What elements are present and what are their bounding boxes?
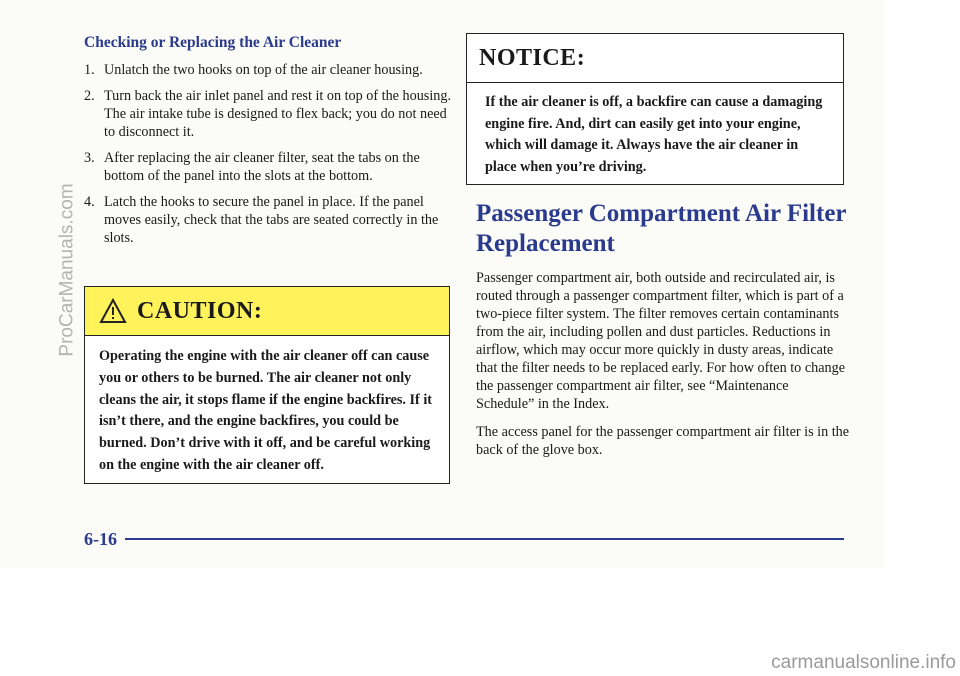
paragraph: The access panel for the passenger compartment air filter is in the back of the glove box.	[476, 424, 850, 458]
bottom-watermark: carmanualsonline.info	[771, 652, 956, 673]
section-heading-filter: Passenger Compartment Air Filter Replacement	[476, 200, 847, 257]
side-watermark	[56, 120, 80, 420]
step-item	[84, 149, 454, 185]
notice-box	[466, 33, 844, 185]
footer-rule	[125, 538, 844, 540]
caution-title: CAUTION:	[137, 297, 263, 324]
step-number: 3.	[84, 150, 95, 166]
paragraph: Passenger compartment air, both outside and recirculated air, is routed through a passenger compartment filter, which is part of a two-piece filter system. The filter removes certain contaminants from the air, including pollen and dust particles. Reductions in airflow, which may occur more quickly in dusty areas, indicate that the filter needs to be replaced early. For how often to change the passenger compartment air filter, see “Maintenance Schedule” in the Index.	[476, 270, 845, 412]
caution-header	[85, 287, 449, 336]
step-text: Unlatch the two hooks on top of the air cleaner housing.	[104, 62, 423, 78]
left-column	[84, 33, 454, 255]
step-item	[84, 193, 454, 247]
section-heading: Checking or Replacing the Air Cleaner	[84, 34, 342, 51]
step-item	[84, 87, 454, 141]
notice-title: NOTICE:	[479, 44, 586, 71]
step-text: Turn back the air inlet panel and rest it on top of the housing. The air intake tube is designed to flex back; you do not need to disconnect it.	[104, 88, 452, 140]
step-number: 2.	[84, 88, 95, 104]
notice-header	[467, 34, 843, 83]
page-number: 6-16	[84, 528, 117, 549]
warning-triangle-icon	[99, 298, 127, 324]
step-number: 4.	[84, 194, 95, 210]
step-number: 1.	[84, 62, 95, 78]
steps-list	[84, 61, 454, 247]
step-text: After replacing the air cleaner filter, seat the tabs on the bottom of the panel into the slots at the bottom.	[104, 150, 420, 184]
side-watermark-text: ProCarManuals.com	[57, 183, 79, 357]
caution-text: Operating the engine with the air cleaner off can cause you or others to be burned. The air cleaner not only cleans the air, it stops flame if the engine backfires. If it isn’t there, and the engine backfires, you could be burned. Don’t drive with it off, and be careful working on the engine with the air cleaner off.	[99, 348, 432, 473]
right-column	[466, 33, 850, 469]
step-item	[84, 61, 454, 79]
caution-box	[84, 286, 450, 484]
step-text: Latch the hooks to secure the panel in place. If the panel moves easily, check that the tabs are seated correctly in the slots.	[104, 194, 439, 246]
page-footer	[84, 528, 844, 550]
notice-text: If the air cleaner is off, a backfire can cause a damaging engine fire. And, dirt can easily get into your engine, which will damage it. Always have the air cleaner in place when you’re driving.	[485, 94, 823, 175]
